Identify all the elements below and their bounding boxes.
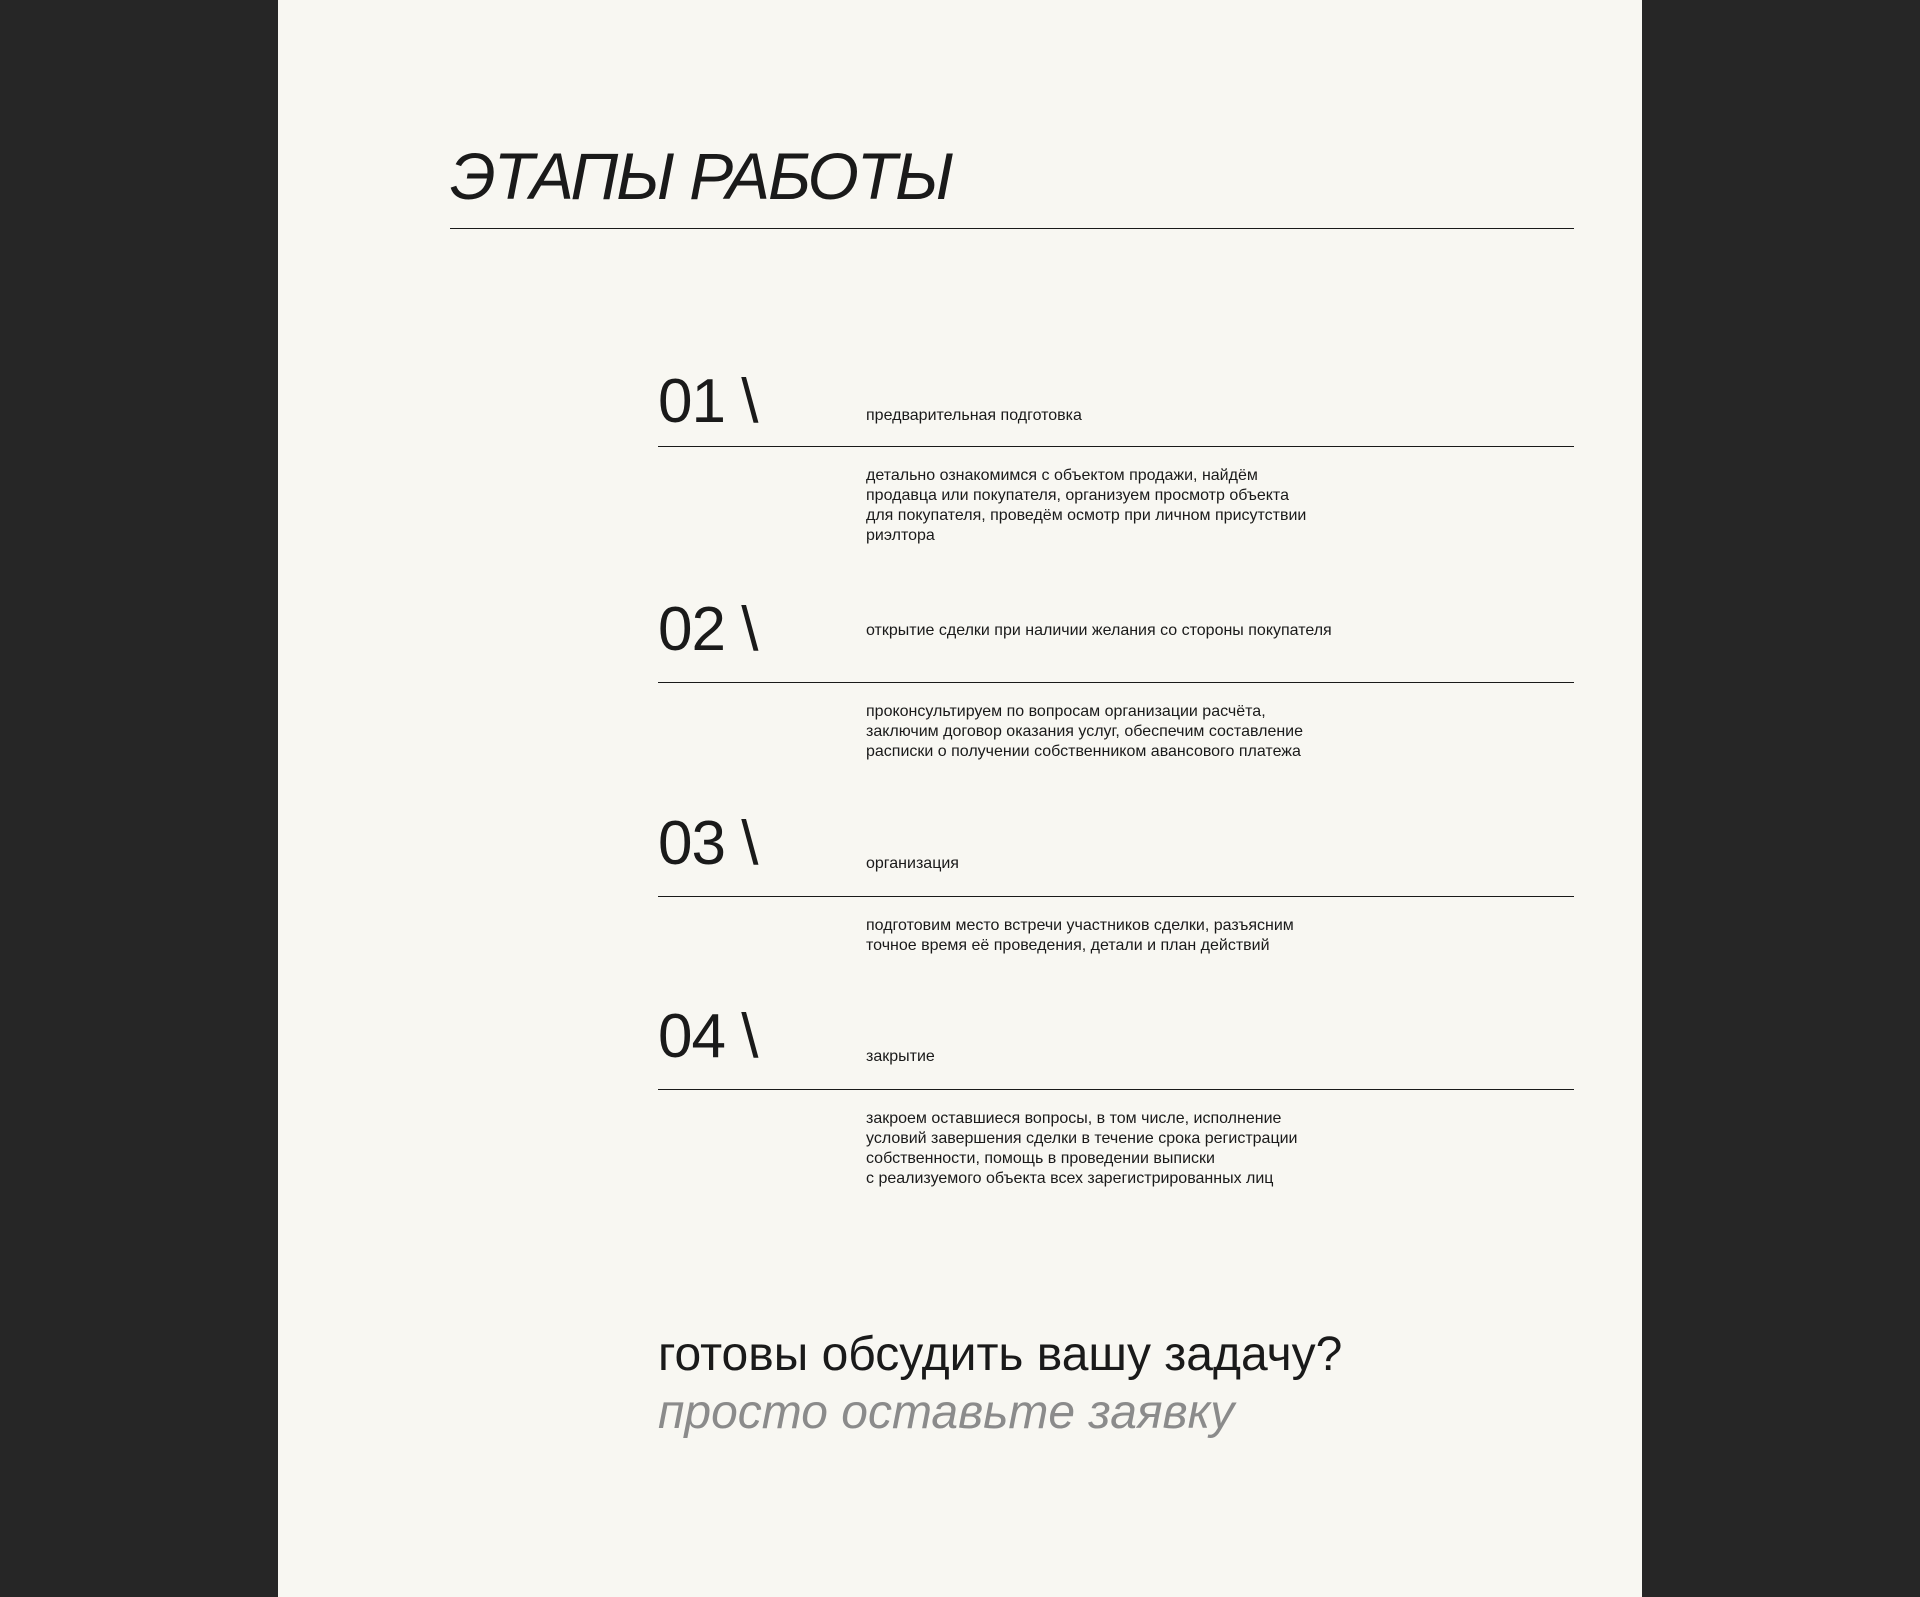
- step-title: открытие сделки при наличии желания со стороны покупателя: [866, 622, 1332, 639]
- step-number: 04 \: [658, 1002, 758, 1071]
- title-divider: [450, 228, 1574, 229]
- step-title: предварительная подготовка: [866, 407, 1082, 424]
- call-to-action: [658, 1326, 1558, 1442]
- step-description: проконсультируем по вопросам организации расчёта, заключим договор оказания услуг, обеспечим составление расписки о получении собственником авансового платежа: [866, 703, 1304, 760]
- step-description: подготовим место встречи участников сделки, разъясним точное время её проведения, детали и план действий: [866, 917, 1294, 954]
- step-divider: [658, 1089, 1574, 1090]
- step-divider: [658, 446, 1574, 447]
- step-number: 03 \: [658, 809, 758, 878]
- step-3: [658, 809, 1574, 962]
- step-4: [658, 1002, 1574, 1195]
- step-divider: [658, 896, 1574, 897]
- step-description: закроем оставшиеся вопросы, в том числе, исполнение условий завершения сделки в течение срока регистрации собственности, помощь в проведении выписки с реализуемого объекта всех зарегистрированных лиц: [866, 1110, 1298, 1187]
- step-number: 02 \: [658, 595, 758, 664]
- step-title: закрытие: [866, 1048, 935, 1065]
- page-title: ЭТАПЫ РАБОТЫ: [450, 139, 952, 213]
- step-2: [658, 595, 1574, 768]
- step-description: детально ознакомимся с объектом продажи, найдём продавца или покупателя, организуем просмотр объекта для покупателя, проведём осмотр при личном присутствии риэлтора: [866, 467, 1307, 544]
- work-stages-page: [278, 0, 1642, 1597]
- cta-question: готовы обсудить вашу задачу?: [658, 1328, 1343, 1381]
- step-title: организация: [866, 855, 959, 872]
- cta-subtitle: просто оставьте заявку: [658, 1386, 1235, 1439]
- step-1: [658, 362, 1574, 552]
- step-divider: [658, 682, 1574, 683]
- step-number: 01 \: [658, 367, 758, 436]
